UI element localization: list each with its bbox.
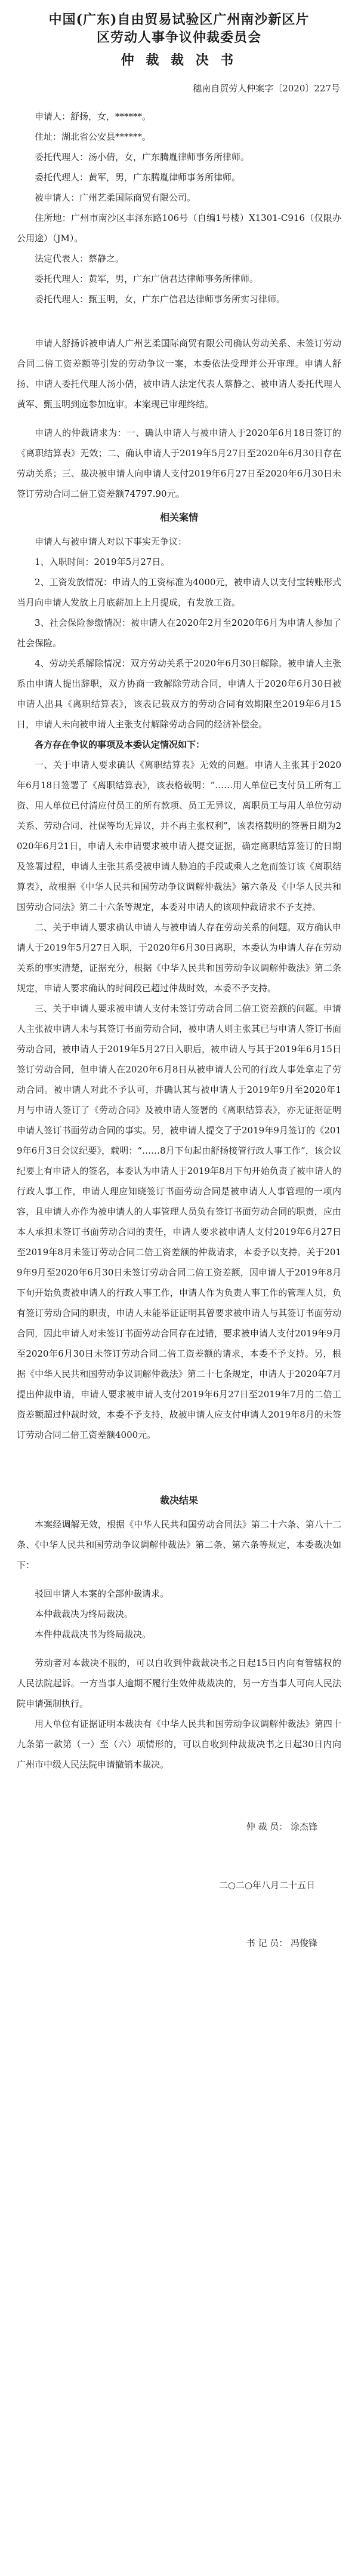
party-line: 被申请人：广州艺柔国际商贸有限公司。 (35, 192, 196, 203)
procedure-paragraph: 申请人舒扬诉被申请人广州艺柔国际商贸有限公司确认劳动关系、未签订劳动合同二倍工资差额等引发的劳动争议一案，本委依法受理并公开审理。申请人舒扬、申请人委托代理人汤小倩，被申请人法定代表人蔡静之、被申请人委托代理人黄军、甄玉明到庭参加庭审。本案现已审理终结。 (17, 338, 341, 410)
party-line: 委托代理人：汤小倩，女，广东腾胤律师事务所律师。 (35, 152, 250, 162)
party-line: 住址：湖北省公安县******。 (35, 131, 152, 142)
appeal-paragraph: 劳动者对本裁决不服的，可以自收到仲裁裁决书之日起15日内向有管辖权的人民法院起诉。一方当事人逾期不履行生效仲裁裁决的，另一方当事人可向人民法院申请强制执行。 (17, 1658, 341, 1709)
party-line: 委托代理人：甄玉明，女，广东广信君达律师事务所实习律师。 (35, 294, 286, 305)
facts-heading: 相关案情 (159, 512, 198, 523)
clerk-signature: 书 记 员： 冯俊锋 (246, 1938, 317, 1948)
issues-heading: 各方存在争议的事项及本委认定情况如下： (35, 739, 205, 750)
parties-section (17, 106, 341, 309)
claims-paragraph: 申请人的仲裁请求为：一、确认申请人与被申请人于2020年6月18日签订的《离职结算表》无效；二、确认申请人于2019年5月27日至2020年6月30日存在劳动关系；三、裁决被申请人向申请人支付2019年6月27日至2020年6月30日未签订劳动合同二倍工资差额74797.90元。 (17, 428, 341, 499)
document-type: 仲 裁 裁 决 书 (121, 53, 237, 68)
party-line: 委托代理人：黄军，男，广东广信君达律师事务所律师。 (35, 273, 259, 284)
ruling-item: 本件仲裁裁决书为终局裁决。 (35, 1629, 152, 1640)
ruling-date: 二○二○年八月二十五日 (218, 1880, 315, 1890)
issue-paragraph: 二、关于申请人要求确认申请人与被申请人存在劳动关系的问题。双方确认申请人于2019年5月27日入职，于2020年6月30日离职，本委认为申请人存在劳动关系的事实清楚，证据充分，根据《中华人民共和国劳动争议调解仲裁法》第二条规定，申请人要求确认的时间段已超过仲裁时效，本委不予支持。 (17, 922, 341, 994)
party-line: 委托代理人：黄军，男，广东腾胤律师事务所律师。 (35, 172, 241, 183)
result-intro: 本案经调解无效，根据《中华人民共和国劳动合同法》第二十六条、第八十二条、《中华人民共和国劳动争议调解仲裁法》第二条、第六条等规定，本委裁决如下： (17, 1519, 341, 1570)
ruling-item: 驳回申请人本案的全部仲裁请求。 (35, 1588, 169, 1599)
issue-paragraph: 三、关于申请人要求被申请人支付未签订劳动合同二倍工资差额的问题。申请人主张被申请人未与其签订书面劳动合同，被申请人则主张其已与申请人签订书面劳动合同，被申请人于2019年5月27日入职后，被申请人与其于2019年6月15日签订劳动合同，但申请人在2020年6月8日从被申请人公司的行政人事处拿走了劳动合同。被申请人对此不予认可，并确认其与被申请人于2019年9月至2020年1月与申请人签订了《劳动合同》及被申请人签署的《离职结算表》，亦无证据证明申请人签订书面劳动合同的事实。另，被申请人提交了于2019年9月签订的《2019年6月3日会议纪要》，载明：“……8月下旬起由舒扬接管行政人事工作”，该会议纪要上有申请人的签名，本委认为申请人于2019年8月下旬开始负责了被申请人的行政人事工作，申请人理应知晓签订书面劳动合同是被申请人人事管理的一项内容，且申请人亦作为被申请人的人事管理人员负有签订书面劳动合同的职责，应由本人承担未签订书面劳动合同的责任，申请人要求被申请人支付2019年6月27日至2019年8月未签订劳动合同二倍工资差额的仲裁请求，本委予以支持。关于2019年9月至2020年6月30日未签订劳动合同二倍工资差额，因申请人于2019年8月下旬开始负责被申请人的行政人事工作，申请人作为负责人事工作的管理人员，负有签订劳动合同的职责，申请人未能举证证明其曾要求被申请人与其签订书面劳动合同，因此申请人对未签订书面劳动合同存在过错，要求被申请人支付2019年9月至2020年6月30日未签订劳动合同二倍工资差额的请求，本委不予支持。另，根据《中华人民共和国劳动争议调解仲裁法》第二十七条规定，申请人于2020年7月提出仲裁申请，申请人要求被申请人支付2019年6月27日至2019年7月的二倍工资差额超过仲裁时效，本委不予支持，故被申请人应支付申请人2019年8月的未签订劳动合同二倍工资差额4000元。 (17, 1003, 341, 1440)
facts-intro: 申请人与被申请人对以下事实无争议： (35, 536, 187, 547)
party-line: 住所地：广州市南沙区丰泽东路106号（自编1号楼）X1301-C916（仅限办公用途）（JM）。 (17, 213, 341, 244)
committee-title-line1: 中国(广东)自由贸易试验区广州南沙新区片 (48, 12, 310, 27)
appeal-paragraph: 用人单位有证据证明本裁决有《中华人民共和国劳动争议调解仲裁法》第四十九条第一款第（一）至（六）项情形的，可以自收到仲裁裁决书之日起30日内向广州市中级人民法院申请撤销本裁决。 (17, 1719, 341, 1770)
party-line: 申请人：舒扬，女，******。 (35, 111, 152, 122)
case-number: 穗南自贸劳人仲案字〔2020〕227号 (193, 83, 340, 94)
fact-item: 4、劳动关系解除情况：双方劳动关系于2020年6月30日解除。被申请人主张系由申请人提出辞职，双方协商一致解除劳动合同，申请人于2020年6月30日被申请人出具《离职结算表》，该表记载双方的劳动合同有效期限至2019年6月15日，申请人未向被申请人主张支付解除劳动合同的经济补偿金。 (17, 658, 341, 730)
issue-paragraph: 一、关于申请人要求确认《离职结算表》无效的问题。申请人主张其于2020年6月18日签署了《离职结算表》，该表格载明：“……用人单位已支付员工所有工资、用人单位已付清应付员工的所有款项、员工无异议，离职员工与用人单位劳动关系、劳动合同、社保等均无异议，并不再主张权利”，该表格载明的签署日期为2020年6月21日，申请人未申请要求被申请人提交证据，确定离职结算签订的日期及签署过程，申请人主张其系受被申请人胁迫的手段或乘人之危而签订该《离职结算表》，故根据《中华人民共和国劳动争议调解仲裁法》第六条及《中华人民共和国劳动合同法》第二十六条等规定，本委对申请人的该项仲裁请求不予支持。 (17, 760, 341, 912)
result-heading: 裁决结果 (159, 1495, 198, 1506)
arbitrator-signature: 仲 裁 员： 涂杰锋 (246, 1821, 317, 1832)
fact-item: 1、入职时间：2019年5月27日。 (35, 557, 170, 567)
ruling-item: 本仲裁裁决为终局裁决。 (35, 1609, 134, 1619)
fact-item: 3、社会保险参缴情况：被申请人在2020年2月至2020年6月为申请人参加了社会保险。 (17, 617, 341, 648)
committee-title-line2: 区劳动人事争议仲裁委员会 (96, 30, 261, 45)
fact-item: 2、工资发放情况：申请人的工资标准为4000元，被申请人以支付宝转账形式当月向申请人发放上月底薪加上上月提成，有发放工资。 (17, 577, 341, 608)
party-line: 法定代表人：蔡静之。 (35, 253, 125, 264)
